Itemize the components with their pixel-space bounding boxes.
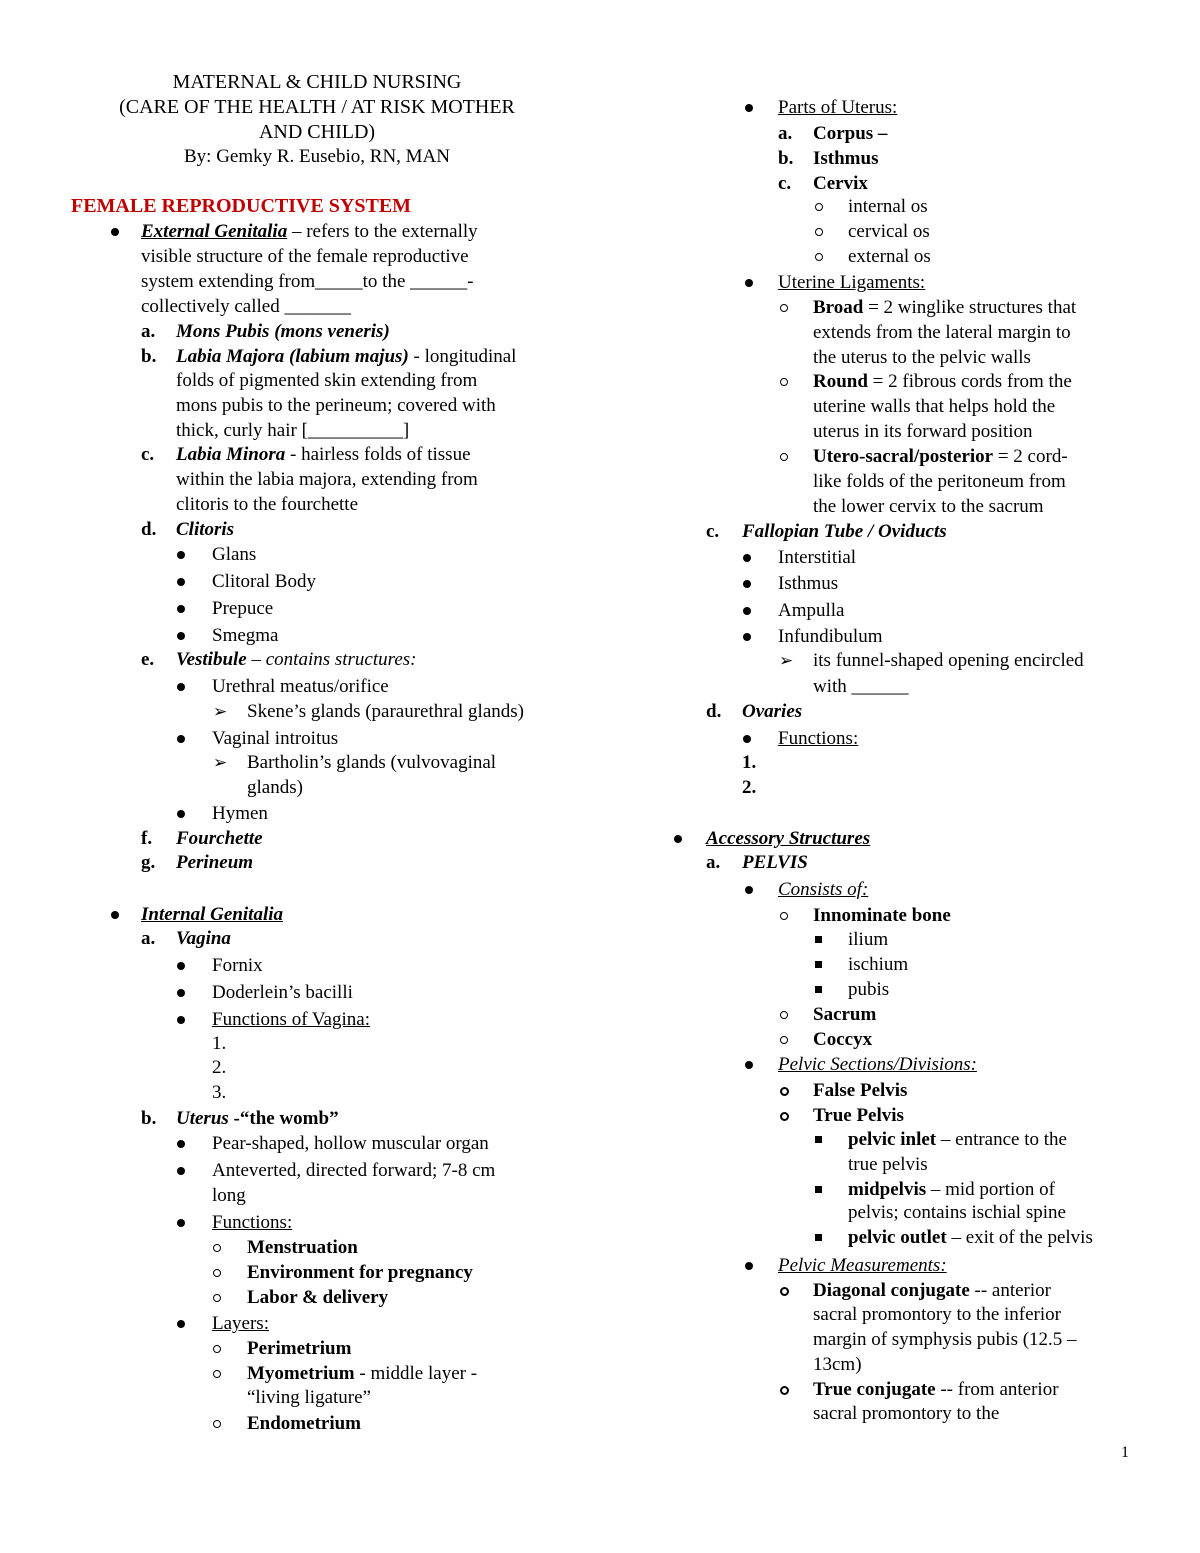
list-marker: e. <box>141 649 155 670</box>
list-item: Clitoral Body <box>212 571 316 592</box>
perineum-label: Perineum <box>176 852 254 873</box>
square-bullet-icon <box>815 1186 822 1193</box>
myometrium-label: Myometrium <box>247 1363 355 1384</box>
circle-bullet-icon <box>780 453 788 461</box>
list-subitem: pubis <box>848 979 890 1000</box>
doc-author: By: Gemky R. Eusebio, RN, MAN <box>184 146 450 167</box>
arrow-bullet-icon: ➢ <box>213 702 228 721</box>
text-line: long <box>212 1185 246 1206</box>
circle-bullet-icon <box>780 1011 788 1019</box>
list-item: Smegma <box>212 625 279 646</box>
list-subitem: ischium <box>848 954 909 975</box>
text-line: sacral promontory to the <box>813 1403 1000 1424</box>
bullet-dot-icon <box>745 279 753 287</box>
list-subitem: external os <box>848 246 931 267</box>
list-subitem: cervical os <box>848 221 930 242</box>
text-span: -“the womb” <box>228 1108 339 1129</box>
square-bullet-icon <box>815 936 822 943</box>
coccyx-label: Coccyx <box>813 1029 873 1050</box>
bullet-dot-icon <box>177 989 185 997</box>
pelvis-label: PELVIS <box>742 852 808 873</box>
broad-ligament-line <box>813 296 1076 320</box>
blank-number: 2. <box>212 1057 227 1078</box>
list-marker: d. <box>141 519 157 540</box>
bullet-dot-icon <box>177 962 185 970</box>
bullet-dot-icon <box>177 735 185 743</box>
circle-bullet-icon <box>780 378 788 386</box>
true-conjugate-label: True conjugate <box>813 1379 936 1400</box>
bullet-dot-icon <box>111 228 119 236</box>
bullet-dot-icon <box>177 1219 185 1227</box>
square-bullet-icon <box>815 986 822 993</box>
list-marker: a. <box>706 852 721 873</box>
text-line: glands) <box>247 777 303 798</box>
text-line: sacral promontory to the inferior <box>813 1304 1061 1325</box>
list-marker: f. <box>141 828 153 849</box>
text-span: – exit of the pelvis <box>946 1227 1093 1248</box>
text-span: - longitudinal <box>408 346 517 367</box>
circle-bullet-icon <box>213 1244 221 1252</box>
innominate-bone-label: Innominate bone <box>813 905 951 926</box>
accessory-structures-heading: Accessory Structures <box>706 828 871 849</box>
text-line: uterine walls that helps hold the <box>813 396 1056 417</box>
list-marker: g. <box>141 852 156 873</box>
page-number: 1 <box>1121 1444 1129 1461</box>
list-subitem: Endometrium <box>247 1413 361 1434</box>
bullet-dot-icon <box>743 633 751 641</box>
text-line: folds of pigmented skin extending from <box>176 370 478 391</box>
circle-bullet-icon <box>780 1087 789 1096</box>
labia-majora-line <box>176 345 516 369</box>
round-label: Round <box>813 371 868 392</box>
text-line: clitoris to the fourchette <box>176 494 359 515</box>
internal-genitalia-heading: Internal Genitalia <box>141 904 283 925</box>
text-line: “living ligature” <box>247 1387 371 1408</box>
arrow-bullet-icon: ➢ <box>779 651 794 670</box>
round-ligament-line <box>813 370 1072 394</box>
uterosacral-label: Utero-sacral/posterior <box>813 446 994 467</box>
circle-bullet-icon <box>780 1386 789 1395</box>
text-line: system extending from_____to the ______- <box>141 271 474 292</box>
sacrum-label: Sacrum <box>813 1004 877 1025</box>
fallopian-tube-label: Fallopian Tube / Oviducts <box>742 521 947 542</box>
clitoris-label: Clitoris <box>176 519 235 540</box>
circle-bullet-icon <box>780 1112 789 1121</box>
text-line: the uterus to the pelvic walls <box>813 347 1031 368</box>
blank-number: 1. <box>212 1033 227 1054</box>
bullet-dot-icon <box>177 1016 185 1024</box>
list-item: Pear-shaped, hollow muscular organ <box>212 1133 489 1154</box>
text-line: the lower cervix to the sacrum <box>813 496 1044 517</box>
list-marker: a. <box>778 123 793 144</box>
list-marker: d. <box>706 701 722 722</box>
vagina-functions-heading: Functions of Vagina: <box>212 1009 370 1030</box>
text-line: collectively called _______ <box>141 296 351 317</box>
list-item: Prepuce <box>212 598 274 619</box>
bullet-dot-icon <box>177 632 185 640</box>
bullet-dot-icon <box>743 607 751 615</box>
uterus-functions-heading: Functions: <box>212 1212 293 1233</box>
circle-bullet-icon <box>213 1294 221 1302</box>
bullet-dot-icon <box>745 1262 753 1270</box>
bullet-dot-icon <box>674 835 682 843</box>
pelvic-inlet-line <box>848 1128 1067 1152</box>
text-span: - hairless folds of tissue <box>285 444 471 465</box>
text-line: visible structure of the female reproductive <box>141 246 469 267</box>
bullet-dot-icon <box>745 104 753 112</box>
circle-bullet-icon <box>213 1269 221 1277</box>
text-line: 13cm) <box>813 1354 862 1375</box>
circle-bullet-icon <box>213 1345 221 1353</box>
list-marker: b. <box>141 1108 157 1129</box>
text-span: – entrance to the <box>936 1129 1067 1150</box>
bullet-dot-icon <box>111 911 119 919</box>
isthmus-label: Isthmus <box>813 148 879 169</box>
text-line: with ______ <box>813 676 909 697</box>
vestibule-label: Vestibule <box>176 649 247 670</box>
pelvic-measurements-heading: Pelvic Measurements: <box>778 1255 947 1276</box>
uterus-label: Uterus <box>176 1108 229 1129</box>
doc-title-line1: MATERNAL & CHILD NURSING <box>172 71 462 93</box>
text-span: -- from anterior <box>935 1379 1059 1400</box>
list-subitem: Labor & delivery <box>247 1287 389 1308</box>
cervix-label: Cervix <box>813 173 868 194</box>
bullet-dot-icon <box>177 810 185 818</box>
square-bullet-icon <box>815 1136 822 1143</box>
diagonal-conjugate-label: Diagonal conjugate <box>813 1280 970 1301</box>
pelvic-sections-heading: Pelvic Sections/Divisions: <box>778 1054 977 1075</box>
pelvic-outlet-line <box>848 1226 1093 1250</box>
list-item: Isthmus <box>778 573 839 594</box>
list-subitem: Skene’s glands (paraurethral glands) <box>247 701 524 722</box>
list-item: Anteverted, directed forward; 7-8 cm <box>212 1160 496 1181</box>
ovaries-functions-heading: Functions: <box>778 728 859 749</box>
doc-title-line3: AND CHILD) <box>258 121 376 143</box>
square-bullet-icon <box>815 961 822 968</box>
bullet-dot-icon <box>177 1320 185 1328</box>
list-item: Ampulla <box>778 600 845 621</box>
corpus-label: Corpus – <box>813 123 888 144</box>
list-subitem: ilium <box>848 929 889 950</box>
text-span: – contains structures: <box>246 649 417 670</box>
bullet-dot-icon <box>745 886 753 894</box>
bullet-dot-icon <box>177 1167 185 1175</box>
circle-bullet-icon <box>815 203 823 211</box>
fourchette-label: Fourchette <box>176 828 263 849</box>
labia-minora-label: Labia Minora <box>176 444 286 465</box>
text-line: extends from the lateral margin to <box>813 322 1071 343</box>
text-line: true pelvis <box>848 1154 928 1175</box>
text-span: = 2 fibrous cords from the <box>867 371 1072 392</box>
text-line: like folds of the peritoneum from <box>813 471 1066 492</box>
external-genitalia-heading: External Genitalia <box>141 221 288 242</box>
list-item: Glans <box>212 544 257 565</box>
broad-label: Broad <box>813 297 864 318</box>
list-marker: a. <box>141 928 156 949</box>
external-genitalia-line <box>141 220 478 244</box>
vestibule-line <box>176 648 417 672</box>
text-span: -- anterior <box>969 1280 1051 1301</box>
bullet-dot-icon <box>177 1140 185 1148</box>
blank-number: 2. <box>742 777 757 798</box>
true-pelvis-label: True Pelvis <box>813 1105 904 1126</box>
bullet-dot-icon <box>743 554 751 562</box>
labia-minora-line <box>176 443 471 467</box>
pelvic-inlet-label: pelvic inlet <box>848 1129 937 1150</box>
list-item: Vaginal introitus <box>212 728 339 749</box>
list-subitem: Menstruation <box>247 1237 358 1258</box>
blank-number: 1. <box>742 752 757 773</box>
list-item: Interstitial <box>778 547 857 568</box>
blank-number: 3. <box>212 1082 227 1103</box>
list-item: Urethral meatus/orifice <box>212 676 389 697</box>
midpelvis-label: midpelvis <box>848 1179 927 1200</box>
pelvic-outlet-label: pelvic outlet <box>848 1227 947 1248</box>
bullet-dot-icon <box>177 683 185 691</box>
ovaries-label: Ovaries <box>742 701 803 722</box>
bullet-dot-icon <box>743 580 751 588</box>
circle-bullet-icon <box>780 1036 788 1044</box>
circle-bullet-icon <box>815 253 823 261</box>
list-marker: a. <box>141 321 156 342</box>
list-item: Infundibulum <box>778 626 883 647</box>
bullet-dot-icon <box>745 1061 753 1069</box>
circle-bullet-icon <box>780 912 788 920</box>
list-subitem: Perimetrium <box>247 1338 352 1359</box>
list-subitem: internal os <box>848 196 928 217</box>
section-title: FEMALE REPRODUCTIVE SYSTEM <box>71 195 412 217</box>
text-line: margin of symphysis pubis (12.5 – <box>813 1329 1077 1350</box>
text-line: pelvis; contains ischial spine <box>848 1202 1066 1223</box>
bullet-dot-icon <box>177 605 185 613</box>
circle-bullet-icon <box>213 1370 221 1378</box>
list-subitem: Environment for pregnancy <box>247 1262 473 1283</box>
consists-of-heading: Consists of: <box>778 879 869 900</box>
list-marker: b. <box>778 148 794 169</box>
arrow-bullet-icon: ➢ <box>213 753 228 772</box>
doc-title-line2: (CARE OF THE HEALTH / AT RISK MOTHER <box>119 96 515 118</box>
true-conjugate-line <box>813 1378 1059 1402</box>
text-span: – mid portion of <box>926 1179 1055 1200</box>
list-marker: b. <box>141 346 157 367</box>
labia-majora-label: Labia Majora (labium majus) <box>176 346 409 367</box>
text-span: = 2 cord- <box>993 446 1068 467</box>
circle-bullet-icon <box>213 1420 221 1428</box>
text-line: uterus in its forward position <box>813 421 1033 442</box>
text-line: within the labia majora, extending from <box>176 469 478 490</box>
list-subitem: its funnel-shaped opening encircled <box>813 650 1084 671</box>
list-item: Hymen <box>212 803 268 824</box>
list-item: Doderlein’s bacilli <box>212 982 353 1003</box>
list-marker: c. <box>706 521 720 542</box>
text-span: = 2 winglike structures that <box>863 297 1077 318</box>
bullet-dot-icon <box>743 735 751 743</box>
myometrium-line <box>247 1362 477 1386</box>
midpelvis-line <box>848 1178 1055 1202</box>
list-marker: c. <box>141 444 155 465</box>
parts-of-uterus-heading: Parts of Uterus: <box>778 97 898 118</box>
list-item: Fornix <box>212 955 263 976</box>
text-line: thick, curly hair [__________] <box>176 420 410 441</box>
list-marker: c. <box>778 173 792 194</box>
diagonal-conjugate-line <box>813 1279 1051 1303</box>
square-bullet-icon <box>815 1234 822 1241</box>
uterine-ligaments-heading: Uterine Ligaments: <box>778 272 926 293</box>
text-span: – refers to the externally <box>287 221 478 242</box>
text-span: - middle layer - <box>354 1363 478 1384</box>
circle-bullet-icon <box>815 228 823 236</box>
false-pelvis-label: False Pelvis <box>813 1080 908 1101</box>
uterosacral-ligament-line <box>813 445 1068 469</box>
circle-bullet-icon <box>780 1287 789 1296</box>
mons-pubis-label: Mons Pubis (mons veneris) <box>176 321 390 342</box>
bullet-dot-icon <box>177 578 185 586</box>
text-line: mons pubis to the perineum; covered with <box>176 395 496 416</box>
vagina-label: Vagina <box>176 928 231 949</box>
list-subitem: Bartholin’s glands (vulvovaginal <box>247 752 497 773</box>
circle-bullet-icon <box>780 304 788 312</box>
uterus-line <box>176 1107 339 1131</box>
bullet-dot-icon <box>177 551 185 559</box>
uterus-layers-heading: Layers: <box>212 1313 269 1334</box>
